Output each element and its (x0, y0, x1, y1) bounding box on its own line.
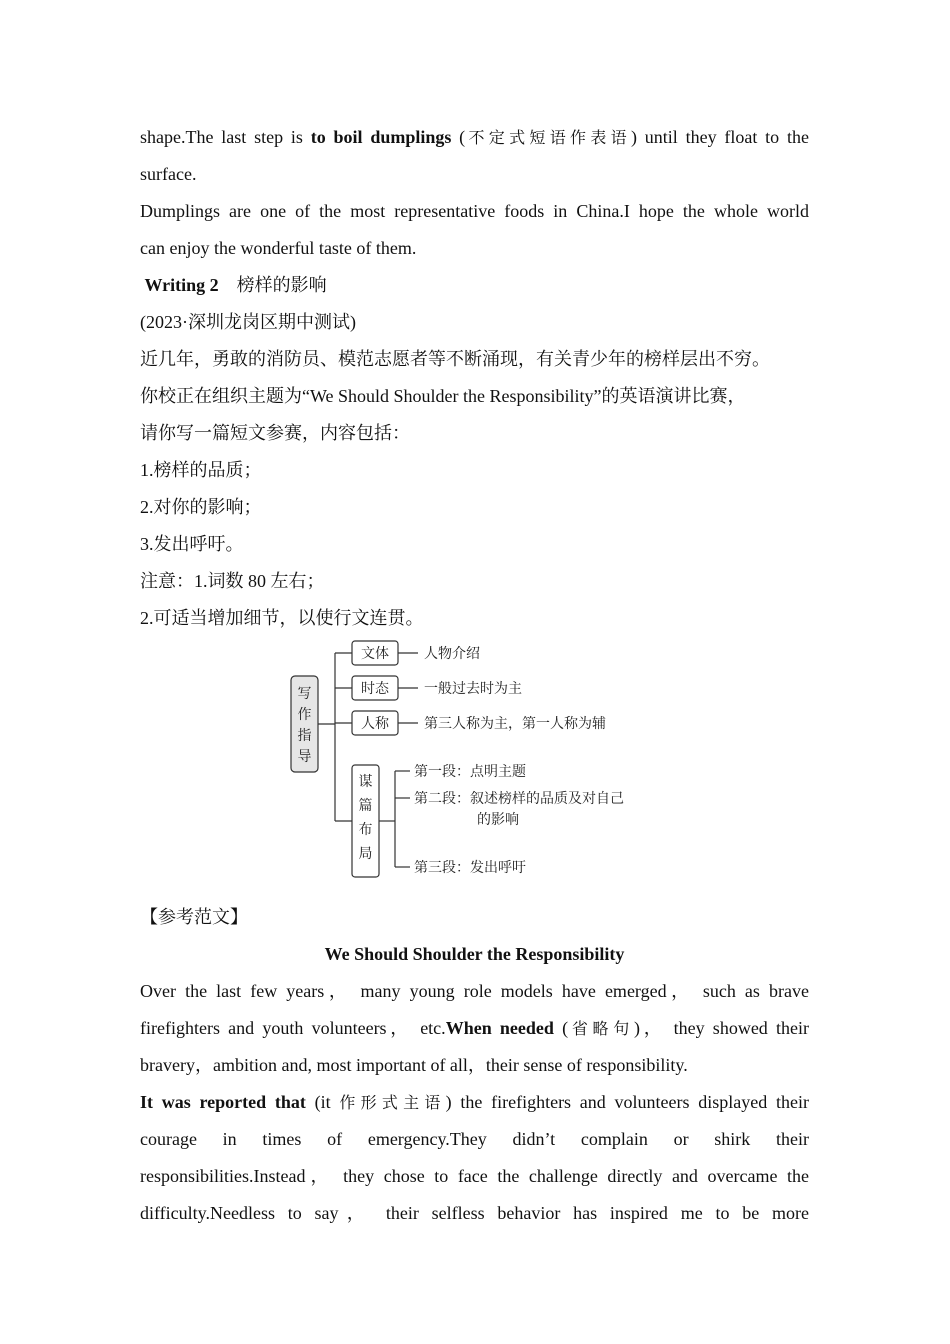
text-span: ) until they float to the (630, 127, 809, 147)
layout-item: 第一段：点明主题 (414, 764, 526, 780)
root-char: 作 (297, 707, 312, 723)
layout-char: 篇 (358, 798, 373, 814)
bold-phrase: to boil dumplings (310, 127, 452, 147)
essay-line (140, 1084, 809, 1121)
layout-item: 的影响 (477, 812, 519, 828)
prompt-line: 近几年，勇敢的消防员、模范志愿者等不断涌现，有关青少年的榜样层出不穷。 (140, 349, 770, 369)
writing-label: Writing 2 (144, 275, 219, 295)
essay-line: Over the last few years， many young role models have emerged， such as brave (140, 981, 809, 1001)
notes-label: 注意： (140, 571, 194, 591)
writing-title: 榜样的影响 (236, 275, 327, 295)
root-char: 导 (297, 749, 312, 765)
essay-line: courage in times of emergency.They didn’t complain or shirk their (140, 1129, 809, 1149)
text-line: surface. (140, 164, 197, 184)
prompt-point: 2.对你的影响； (140, 497, 262, 517)
grammar-note: 省略句 (568, 1019, 634, 1038)
branch-desc: 人物介绍 (424, 646, 480, 662)
text-span: (it (305, 1092, 340, 1112)
branch-desc: 第三人称为主，第一人称为辅 (424, 716, 606, 732)
grammar-note: 作形式主语 (339, 1093, 446, 1112)
note-line (140, 563, 809, 600)
essay-title-text: We Should Shoulder the Responsibility (324, 944, 625, 964)
text-span: ) the firefighters and volunteers displayed their (445, 1092, 809, 1112)
writing-guide-diagram (140, 637, 809, 883)
source-line: (2023·深圳龙岗区期中测试) (140, 312, 356, 332)
text-span: )， they showed their (633, 1018, 809, 1038)
layout-item: 第二段：叙述榜样的品质及对自己 (414, 791, 624, 807)
essay-heading: 【参考范文】 (140, 907, 248, 927)
text-span: ( (451, 127, 466, 147)
essay-line: responsibilities.Instead， they chose to face the challenge directly and overcame the (140, 1166, 809, 1186)
text-span: shape.The last step is (140, 127, 311, 147)
text-line: can enjoy the wonderful taste of them. (140, 238, 417, 258)
essay-line: bravery，ambition and, most important of all，their sense of responsibility. (140, 1055, 688, 1075)
bold-phrase: When needed (445, 1018, 554, 1038)
note-line: 2.可适当增加细节，以使行文连贯。 (140, 608, 424, 628)
essay-line (140, 1010, 809, 1047)
root-char: 写 (297, 686, 312, 702)
essay-line: difficulty.Needless to say， their selfless behavior has inspired me to be more (140, 1203, 809, 1223)
text-line: Dumplings are one of the most representative foods in China.I hope the whole world (140, 201, 809, 221)
root-char: 指 (297, 728, 312, 744)
grammar-note: 不定式短语作表语 (465, 128, 631, 147)
note-text: 1.词数 80 左右； (194, 571, 325, 591)
text-line (140, 119, 809, 156)
layout-char: 谋 (358, 774, 373, 790)
branch-desc: 一般过去时为主 (424, 681, 522, 697)
writing-heading (140, 267, 809, 304)
branch-label: 文体 (361, 646, 389, 662)
branch-label: 人称 (361, 716, 389, 732)
diagram-svg (140, 637, 809, 883)
layout-char: 布 (358, 822, 373, 838)
layout-item: 第三段：发出呼吁 (414, 860, 526, 876)
bold-phrase: It was reported that (140, 1092, 306, 1112)
prompt-point: 3.发出呼吁。 (140, 534, 244, 554)
text-span: ( (553, 1018, 569, 1038)
document-page (140, 119, 809, 1232)
prompt-line: 你校正在组织主题为“We Should Shoulder the Responsibility”的英语演讲比赛， (140, 386, 746, 406)
text-span: firefighters and youth volunteers， etc. (140, 1018, 446, 1038)
prompt-line: 请你写一篇短文参赛，内容包括： (140, 423, 410, 443)
branch-label: 时态 (361, 681, 389, 697)
spacer (140, 883, 809, 899)
layout-char: 局 (358, 846, 373, 862)
prompt-point: 1.榜样的品质； (140, 460, 262, 480)
essay-title (140, 936, 809, 973)
